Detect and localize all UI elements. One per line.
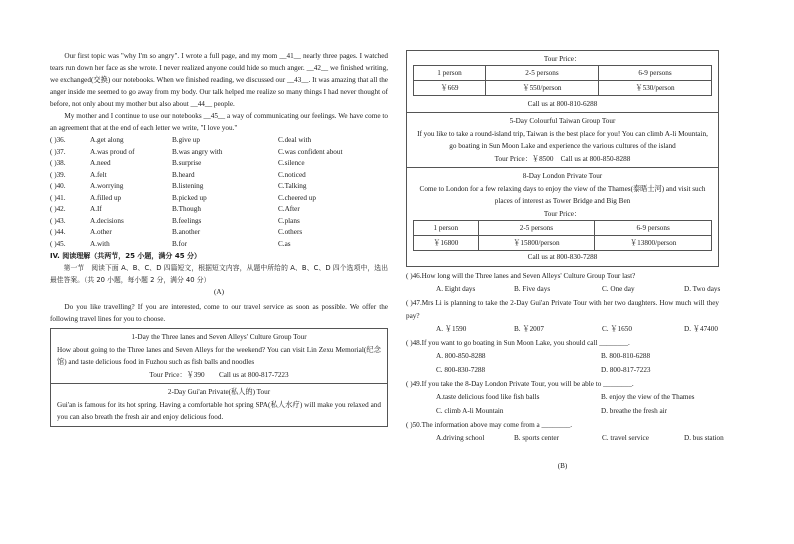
price-value: ￥550/person xyxy=(485,81,598,96)
option-c: C.cheered up xyxy=(278,193,316,202)
tour-2-price-table xyxy=(413,65,712,96)
tour-1-title: 1-Day the Three lanes and Seven Alleys' Culture Group Tour xyxy=(131,333,307,341)
option-a: A.filled up xyxy=(90,193,122,202)
question-number: ( )37. xyxy=(50,147,66,156)
section-instructions: 第一节 阅读下面 A、B、C、D 四篇短文，根据短文内容，从题中所给的 A、B、C、D 四个选项中，选出最佳答案。（共 20 小题，每小题 2 分，满分 40 分） xyxy=(50,264,388,284)
cloze-question-row xyxy=(50,192,388,204)
tour-1-price: Tour Price：￥390 Call us at 800-817-7223 xyxy=(149,370,289,379)
answer-option: D. bus station xyxy=(684,433,724,442)
option-b: B.listening xyxy=(172,182,204,190)
option-c: C.silence xyxy=(278,159,305,167)
price-header: 6-9 persons xyxy=(595,221,712,236)
option-c: C.Talking xyxy=(278,182,307,190)
option-b: B.another xyxy=(172,228,201,236)
cloze-question-row xyxy=(50,238,388,250)
option-c: C.plans xyxy=(278,216,300,225)
tour-card-2 xyxy=(50,384,388,427)
answer-option: C. One day xyxy=(602,284,635,293)
option-a: A.was proud of xyxy=(90,147,135,156)
tour-2-title: 2-Day Gui'an Private(私人的) Tour xyxy=(167,388,271,396)
question-number: ( )39. xyxy=(50,170,66,179)
answer-option: A.driving school xyxy=(436,433,485,442)
right-column xyxy=(406,50,724,472)
question-number: ( )40. xyxy=(50,182,66,190)
answer-option: B. sports center xyxy=(514,433,559,442)
tour-4-description: Come to London for a few relaxing days to enjoy the view of the Thames(泰晤士河) and visit such places of interest as Tower Bridge and Big Ben xyxy=(419,184,706,205)
question-number: ( )36. xyxy=(50,136,66,144)
answer-option: A.taste delicious food like fish balls xyxy=(436,392,540,401)
tour-card-3 xyxy=(406,113,719,168)
part-label-b: (B) xyxy=(557,461,568,470)
question-number: ( )38. xyxy=(50,159,66,167)
answer-option: D. ￥47400 xyxy=(684,324,718,333)
question-47-stem: ( )47.Mrs Li is planning to take the 2-Day Gui'an Private Tour with her two daughters. How much will they pay? xyxy=(406,298,719,320)
option-c: C.After xyxy=(278,205,300,213)
option-a: A.decisions xyxy=(90,216,124,225)
option-c: C.was confident about xyxy=(278,147,343,156)
option-b: B.heard xyxy=(172,170,195,179)
option-b: B.give up xyxy=(172,136,200,144)
answer-option: D. 800-817-7223 xyxy=(601,365,651,374)
question-number: ( )44. xyxy=(50,228,66,236)
tour-3-price: Tour Price：￥8500 Call us at 800-850-8288 xyxy=(494,154,631,163)
price-value: ￥16800 xyxy=(414,236,479,251)
option-a: A.other xyxy=(90,228,112,236)
question-number: ( )43. xyxy=(50,216,66,225)
left-column xyxy=(50,50,388,427)
answer-option: A. ￥1590 xyxy=(436,324,467,333)
reading-intro: Do you like travelling? If you are interested, come to our travel service as soon as possible. We offer the following travel lines for you to choose. xyxy=(50,303,388,323)
tour-2-description: Gui'an is famous for its hot spring. Having a comfortable hot spring SPA(私人水疗) will make you relaxed and you can also breath the fresh air and enjoy delicious food. xyxy=(57,400,381,421)
question-number: ( )42. xyxy=(50,205,66,213)
tour-card-4 xyxy=(406,168,719,267)
tour-2-price-label: Tour Price： xyxy=(543,55,582,63)
cloze-question-row xyxy=(50,146,388,158)
option-a: A.need xyxy=(90,159,111,167)
answer-option: A. Eight days xyxy=(436,284,476,293)
answer-option: D. Two days xyxy=(684,284,721,293)
options-row xyxy=(406,350,719,364)
option-a: A.If xyxy=(90,205,102,213)
options-row xyxy=(406,432,724,446)
tour-4-price-table xyxy=(413,220,712,251)
tour-3-title: 5-Day Colourful Taiwan Group Tour xyxy=(509,117,616,125)
price-value: ￥13800/person xyxy=(595,236,712,251)
price-header: 2-5 persons xyxy=(478,221,595,236)
question-number: ( )45. xyxy=(50,239,66,248)
option-b: B.surprise xyxy=(172,159,202,167)
cloze-question-row xyxy=(50,226,388,238)
question-48-stem: ( )48.If you want to go boating in Sun Moon Lake, you should call ________. xyxy=(406,338,630,347)
cloze-question-row xyxy=(50,157,388,169)
price-value: ￥530/person xyxy=(598,81,711,96)
question-number: ( )41. xyxy=(50,193,66,202)
options-row xyxy=(406,391,719,405)
tour-4-title: 8-Day London Private Tour xyxy=(522,172,603,180)
price-header: 2-5 persons xyxy=(485,66,598,81)
passage-paragraph-2: My mother and I continue to use our notebooks __45__ a way of communicating our feelings. We have come to an agreement that at the end of each letter we write, "I love you." xyxy=(50,112,388,132)
option-b: B.feelings xyxy=(172,216,202,225)
answer-option: C. 800-830-7288 xyxy=(436,365,486,374)
price-header: 1 person xyxy=(414,66,486,81)
question-49-stem: ( )49.If you take the 8-Day London Private Tour, you will be able to ________. xyxy=(406,379,634,388)
option-a: A.worrying xyxy=(90,182,124,190)
answer-option: A. 800-850-8288 xyxy=(436,351,486,360)
tour-price-box xyxy=(406,50,719,113)
cloze-question-row xyxy=(50,180,388,192)
option-c: C.deal with xyxy=(278,136,312,144)
tour-4-price-label: Tour Price： xyxy=(543,209,582,218)
tour-card-1 xyxy=(50,328,388,384)
price-value: ￥15800/person xyxy=(478,236,595,251)
option-b: B.was angry with xyxy=(172,147,223,156)
price-value: ￥669 xyxy=(414,81,486,96)
options-row xyxy=(406,323,719,337)
price-header: 1 person xyxy=(414,221,479,236)
cloze-question-row xyxy=(50,169,388,181)
tour-3-description: If you like to take a round-island trip, Taiwan is the best place for you! You can climb A-li Mountain, go boating in Sun Moon Lake and experience the various cultures of the island xyxy=(417,129,708,150)
answer-option: B. 800-810-6288 xyxy=(601,351,651,360)
answer-option: B. enjoy the view of the Thames xyxy=(601,392,695,401)
cloze-question-row xyxy=(50,203,388,215)
answer-option: B. Five days xyxy=(514,284,551,293)
section-title: IV. 阅读理解（共两节，25 小题，满分 45 分） xyxy=(50,252,202,260)
question-50-stem: ( )50.The information above may come from a ________. xyxy=(406,420,573,429)
cloze-question-row xyxy=(50,215,388,227)
answer-option: D. breathe the fresh air xyxy=(601,406,668,415)
option-c: C.noticed xyxy=(278,170,306,179)
answer-option: B. ￥2007 xyxy=(514,324,544,333)
tour-2-call: Call us at 800-810-6288 xyxy=(527,100,598,108)
options-row xyxy=(406,364,719,378)
option-c: C.others xyxy=(278,228,303,236)
part-label-a: (A) xyxy=(214,288,224,296)
answer-option: C. climb A-li Mountain xyxy=(436,406,504,415)
price-header: 6-9 persons xyxy=(598,66,711,81)
option-b: B.Though xyxy=(172,205,201,213)
cloze-question-row xyxy=(50,134,388,146)
option-a: A.with xyxy=(90,239,110,248)
tour-1-description: How about going to the Three lanes and Seven Alleys for the weekend? You can visit Lin Zexu Memorial(纪念馆) and taste delicious food in Fuzhou such as fish balls and noodles xyxy=(57,345,381,366)
question-46-stem: ( )46.How long will the Three lanes and Seven Alleys' Culture Group Tour last? xyxy=(406,271,636,280)
cloze-question-list xyxy=(50,134,388,249)
options-row xyxy=(406,405,719,419)
answer-option: C. travel service xyxy=(602,433,649,442)
answer-option: C. ￥1650 xyxy=(602,324,632,333)
option-a: A.felt xyxy=(90,170,107,179)
passage-paragraph-1: Our first topic was "why I'm so angry". I wrote a full page, and my mom __41__ nearly three pages. I watched tears run down her face as she wrote. I never realized anyone could hide so much anger. __42__ we finished writing, we exchanged(交换) our notebooks. When we finished reading, we discussed our __43__. It was amazing that all the anger inside me seemed to go away from my body. Our talk helped me realize so many things I had never thought of before, not only about my mother but also about __44__ people. xyxy=(50,52,388,108)
option-b: B.for xyxy=(172,239,187,248)
option-c: C.as xyxy=(278,239,291,248)
option-b: B.picked up xyxy=(172,193,207,202)
reading-questions xyxy=(406,270,724,446)
tour-4-call: Call us at 800-830-7288 xyxy=(527,253,598,261)
options-row xyxy=(406,283,719,297)
option-a: A.get along xyxy=(90,136,124,144)
